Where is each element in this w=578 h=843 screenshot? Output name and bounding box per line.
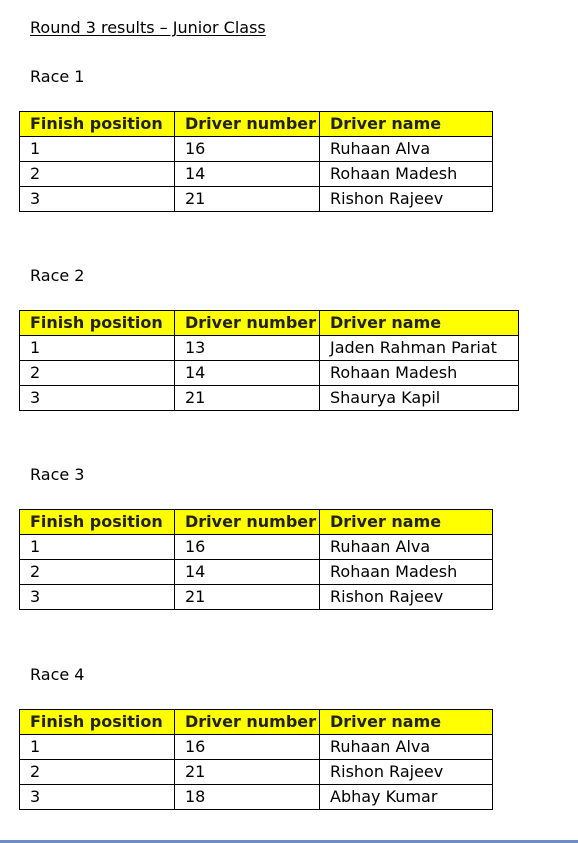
driver-number-cell: 14 bbox=[175, 361, 320, 386]
driver-name-cell: Ruhaan Alva bbox=[320, 137, 493, 162]
race-heading: Race 1 bbox=[30, 67, 85, 86]
column-header-driver-name: Driver name bbox=[320, 510, 493, 535]
driver-number-cell: 16 bbox=[175, 137, 320, 162]
table-row bbox=[20, 585, 493, 610]
table-row bbox=[20, 535, 493, 560]
table-header-row bbox=[20, 710, 493, 735]
driver-name-cell: Jaden Rahman Pariat bbox=[320, 336, 519, 361]
column-header-driver-name: Driver name bbox=[320, 311, 519, 336]
column-header-driver-number: Driver number bbox=[175, 710, 320, 735]
finish-position-cell: 2 bbox=[20, 361, 175, 386]
column-header-finish-position: Finish position bbox=[20, 112, 175, 137]
driver-name-cell: Abhay Kumar bbox=[320, 785, 493, 810]
driver-number-cell: 18 bbox=[175, 785, 320, 810]
driver-name-cell: Rishon Rajeev bbox=[320, 187, 493, 212]
table-header-row bbox=[20, 510, 493, 535]
driver-name-cell: Ruhaan Alva bbox=[320, 735, 493, 760]
finish-position-cell: 1 bbox=[20, 735, 175, 760]
finish-position-cell: 3 bbox=[20, 585, 175, 610]
race-heading: Race 4 bbox=[30, 665, 85, 684]
race-results-table bbox=[19, 111, 493, 212]
column-header-driver-number: Driver number bbox=[175, 510, 320, 535]
driver-name-cell: Rohaan Madesh bbox=[320, 361, 519, 386]
driver-name-cell: Rohaan Madesh bbox=[320, 560, 493, 585]
finish-position-cell: 3 bbox=[20, 386, 175, 411]
driver-name-cell: Ruhaan Alva bbox=[320, 535, 493, 560]
column-header-driver-number: Driver number bbox=[175, 311, 320, 336]
finish-position-cell: 3 bbox=[20, 785, 175, 810]
table-header-row bbox=[20, 112, 493, 137]
column-header-finish-position: Finish position bbox=[20, 510, 175, 535]
finish-position-cell: 2 bbox=[20, 760, 175, 785]
finish-position-cell: 3 bbox=[20, 187, 175, 212]
driver-number-cell: 21 bbox=[175, 187, 320, 212]
driver-name-cell: Rishon Rajeev bbox=[320, 760, 493, 785]
table-row bbox=[20, 336, 519, 361]
finish-position-cell: 1 bbox=[20, 535, 175, 560]
driver-number-cell: 16 bbox=[175, 535, 320, 560]
race-results-table bbox=[19, 709, 493, 810]
driver-number-cell: 21 bbox=[175, 585, 320, 610]
page-title: Round 3 results – Junior Class bbox=[30, 18, 266, 37]
table-header-row bbox=[20, 311, 519, 336]
finish-position-cell: 2 bbox=[20, 560, 175, 585]
race-heading: Race 3 bbox=[30, 465, 85, 484]
driver-name-cell: Rishon Rajeev bbox=[320, 585, 493, 610]
table-row bbox=[20, 162, 493, 187]
table-row bbox=[20, 137, 493, 162]
column-header-finish-position: Finish position bbox=[20, 311, 175, 336]
table-row bbox=[20, 386, 519, 411]
driver-number-cell: 13 bbox=[175, 336, 320, 361]
finish-position-cell: 2 bbox=[20, 162, 175, 187]
table-row bbox=[20, 735, 493, 760]
driver-name-cell: Shaurya Kapil bbox=[320, 386, 519, 411]
driver-number-cell: 21 bbox=[175, 386, 320, 411]
column-header-driver-name: Driver name bbox=[320, 710, 493, 735]
table-row bbox=[20, 361, 519, 386]
finish-position-cell: 1 bbox=[20, 137, 175, 162]
column-header-finish-position: Finish position bbox=[20, 710, 175, 735]
driver-number-cell: 14 bbox=[175, 560, 320, 585]
driver-number-cell: 21 bbox=[175, 760, 320, 785]
table-row bbox=[20, 760, 493, 785]
finish-position-cell: 1 bbox=[20, 336, 175, 361]
driver-number-cell: 14 bbox=[175, 162, 320, 187]
table-row bbox=[20, 187, 493, 212]
driver-number-cell: 16 bbox=[175, 735, 320, 760]
table-row bbox=[20, 560, 493, 585]
column-header-driver-number: Driver number bbox=[175, 112, 320, 137]
race-results-table bbox=[19, 310, 519, 411]
race-heading: Race 2 bbox=[30, 266, 85, 285]
race-results-table bbox=[19, 509, 493, 610]
driver-name-cell: Rohaan Madesh bbox=[320, 162, 493, 187]
table-row bbox=[20, 785, 493, 810]
column-header-driver-name: Driver name bbox=[320, 112, 493, 137]
